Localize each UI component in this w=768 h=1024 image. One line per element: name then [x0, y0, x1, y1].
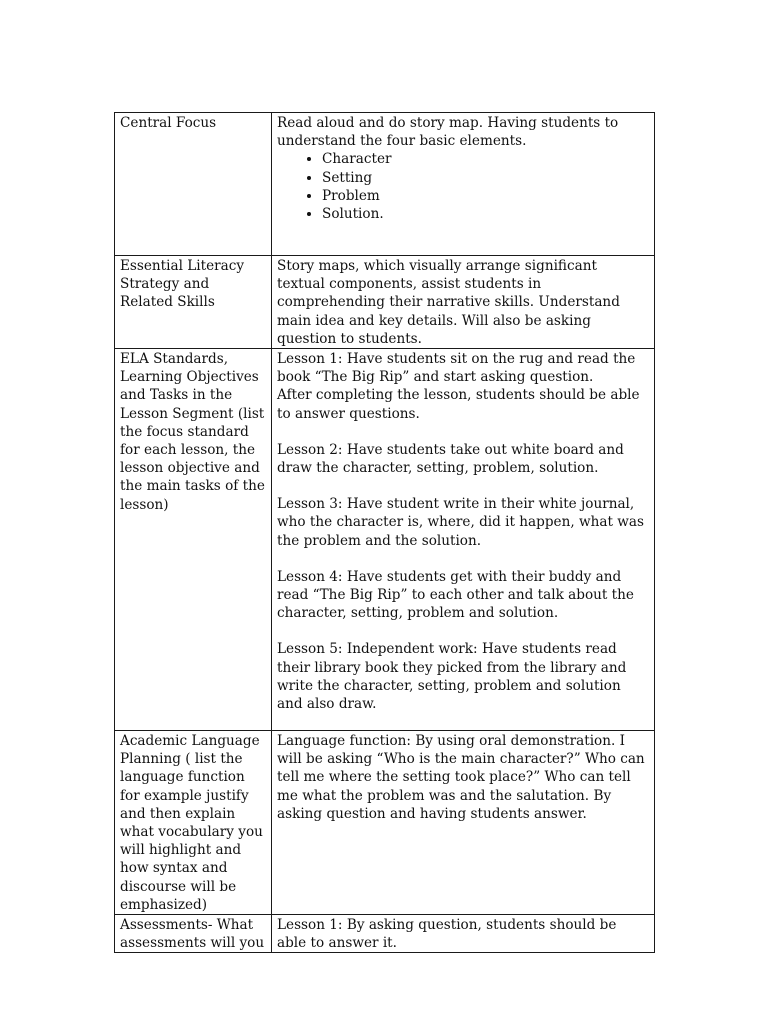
- table-row: [115, 731, 655, 915]
- central-focus-label: Central Focus: [115, 113, 272, 256]
- lesson-plan-table: [114, 112, 655, 953]
- lesson-3-text: Lesson 3: Have student write in their white journal, who the character is, where, did it happen, what was the problem and the solution.: [277, 496, 644, 549]
- ela-standards-label: ELA Standards, Learning Objectives and Tasks in the Lesson Segment (list the focus standard for each lesson, the lesson objective and the main tasks of the lesson): [115, 349, 272, 731]
- list-item: • Character: [322, 150, 649, 168]
- list-item: • Solution.: [322, 205, 649, 223]
- lesson-5-text: Lesson 5: Independent work: Have students read their library book they picked from the library and write the character, setting, problem and solution and also draw.: [277, 641, 627, 713]
- assessments-content: Lesson 1: By asking question, students should be able to answer it.: [272, 915, 655, 953]
- academic-language-content: Language function: By using oral demonstration. I will be asking “Who is the main character?” Who can tell me where the setting took place?” Who can tell me what the problem was and the salutation. By asking question and having students answer.: [272, 731, 655, 915]
- literacy-strategy-label: Essential Literacy Strategy and Related Skills: [115, 256, 272, 349]
- ela-standards-content: [272, 349, 655, 731]
- assessments-label: Assessments- What assessments will you: [115, 915, 272, 953]
- table-row: [115, 349, 655, 731]
- table-row: [115, 256, 655, 349]
- list-item: • Setting: [322, 169, 649, 187]
- table-row: [115, 915, 655, 953]
- lesson-2-text: Lesson 2: Have students take out white board and draw the character, setting, problem, solution.: [277, 441, 624, 477]
- lesson-1-text: Lesson 1: Have students sit on the rug and read the book “The Big Rip” and start asking question.: [277, 351, 636, 386]
- academic-language-label: Academic Language Planning ( list the language function for example justify and then explain what vocabulary you will highlight and how syntax and discourse will be emphasized): [115, 731, 272, 915]
- literacy-strategy-content: Story maps, which visually arrange significant textual components, assist students in comprehending their narrative skills. Understand main idea and key details. Will also be asking question to students.: [272, 256, 655, 349]
- list-item: • Problem: [322, 187, 649, 205]
- story-elements-list: [277, 150, 649, 223]
- lesson-4-text: Lesson 4: Have students get with their buddy and read “The Big Rip” to each other and talk about the character, setting, problem and solution.: [277, 568, 634, 622]
- table-row: [115, 113, 655, 256]
- central-focus-content: [272, 113, 655, 256]
- lesson-1-followup: After completing the lesson, students should be able to answer questions.: [277, 387, 640, 422]
- central-focus-intro: Read aloud and do story map. Having students to understand the four basic elements.: [277, 115, 619, 150]
